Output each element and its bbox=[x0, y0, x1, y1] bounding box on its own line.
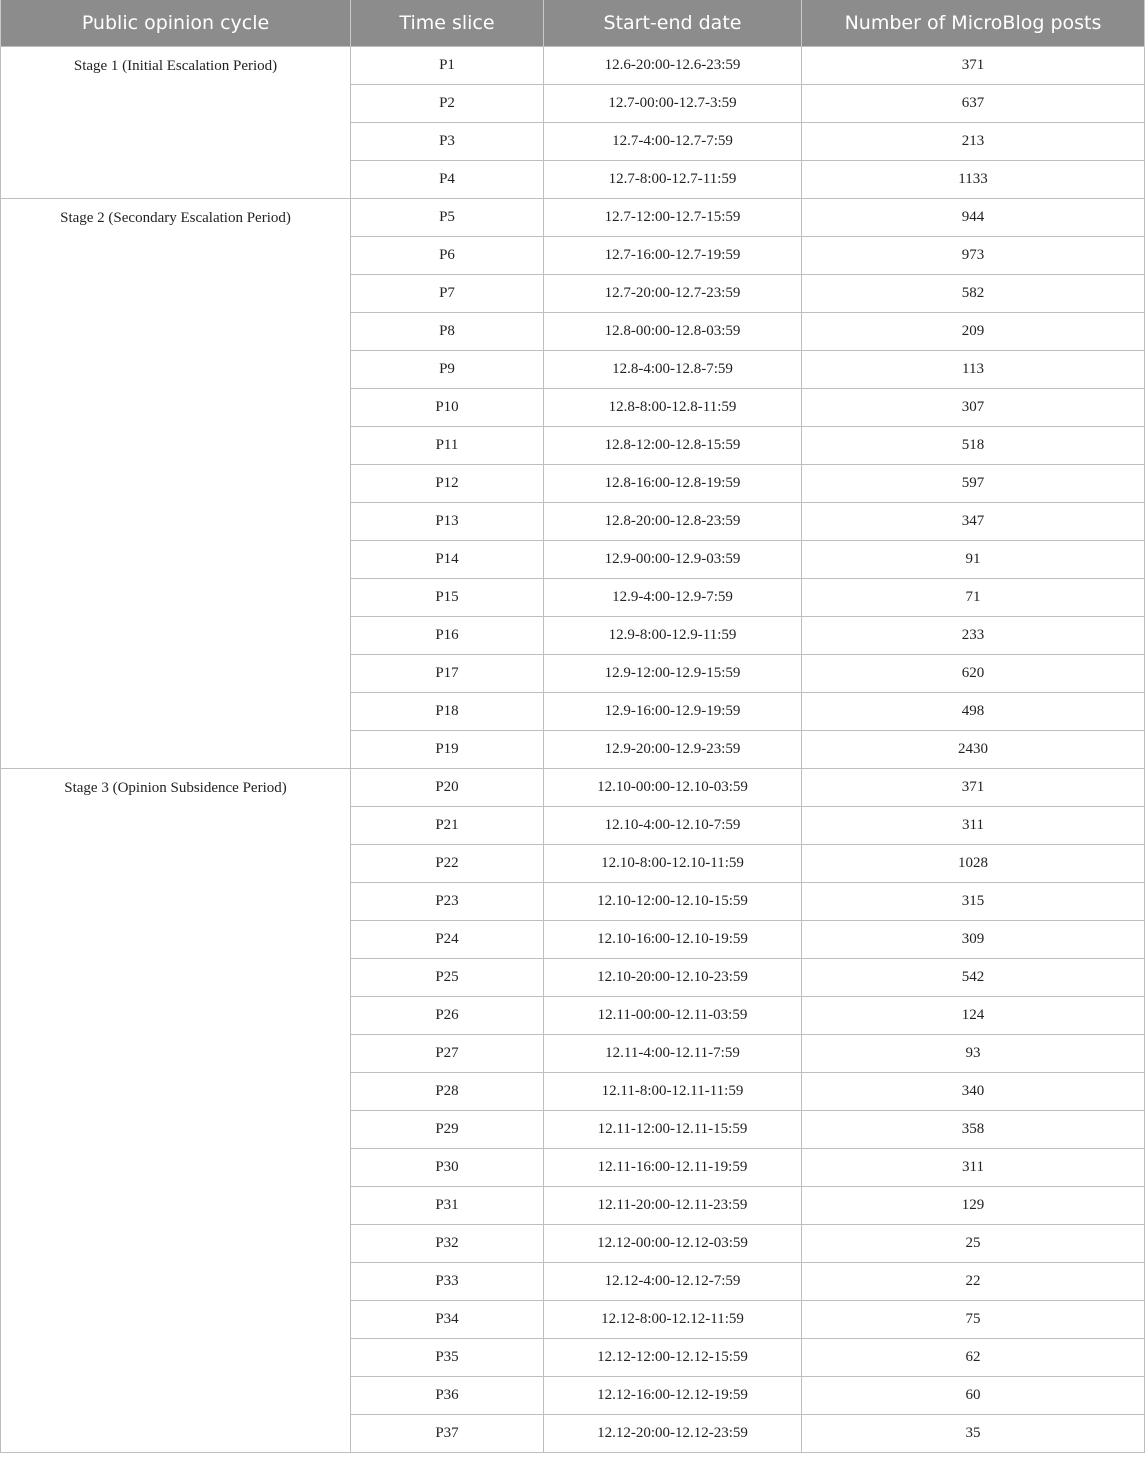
start-end-date-cell: 12.11-8:00-12.11-11:59 bbox=[544, 1073, 802, 1111]
time-slice-cell: P20 bbox=[351, 769, 544, 807]
post-count-cell: 542 bbox=[802, 959, 1145, 997]
start-end-date-cell: 12.12-12:00-12.12-15:59 bbox=[544, 1339, 802, 1377]
post-count-cell: 129 bbox=[802, 1187, 1145, 1225]
start-end-date-cell: 12.11-00:00-12.11-03:59 bbox=[544, 997, 802, 1035]
start-end-date-cell: 12.11-4:00-12.11-7:59 bbox=[544, 1035, 802, 1073]
start-end-date-cell: 12.10-00:00-12.10-03:59 bbox=[544, 769, 802, 807]
post-count-cell: 22 bbox=[802, 1263, 1145, 1301]
time-slice-cell: P36 bbox=[351, 1377, 544, 1415]
post-count-cell: 93 bbox=[802, 1035, 1145, 1073]
start-end-date-cell: 12.7-00:00-12.7-3:59 bbox=[544, 85, 802, 123]
start-end-date-cell: 12.12-00:00-12.12-03:59 bbox=[544, 1225, 802, 1263]
start-end-date-cell: 12.10-16:00-12.10-19:59 bbox=[544, 921, 802, 959]
start-end-date-cell: 12.9-4:00-12.9-7:59 bbox=[544, 579, 802, 617]
time-slice-cell: P9 bbox=[351, 351, 544, 389]
time-slice-cell: P14 bbox=[351, 541, 544, 579]
start-end-date-cell: 12.12-16:00-12.12-19:59 bbox=[544, 1377, 802, 1415]
post-count-cell: 518 bbox=[802, 427, 1145, 465]
start-end-date-cell: 12.8-00:00-12.8-03:59 bbox=[544, 313, 802, 351]
table-body bbox=[1, 47, 1145, 1453]
start-end-date-cell: 12.9-00:00-12.9-03:59 bbox=[544, 541, 802, 579]
post-count-cell: 35 bbox=[802, 1415, 1145, 1453]
time-slice-cell: P31 bbox=[351, 1187, 544, 1225]
start-end-date-cell: 12.8-16:00-12.8-19:59 bbox=[544, 465, 802, 503]
post-count-cell: 307 bbox=[802, 389, 1145, 427]
time-slice-cell: P5 bbox=[351, 199, 544, 237]
time-slice-cell: P22 bbox=[351, 845, 544, 883]
start-end-date-cell: 12.10-12:00-12.10-15:59 bbox=[544, 883, 802, 921]
post-count-cell: 620 bbox=[802, 655, 1145, 693]
stage-label: Stage 3 (Opinion Subsidence Period) bbox=[1, 769, 351, 1453]
post-count-cell: 2430 bbox=[802, 731, 1145, 769]
time-slice-cell: P19 bbox=[351, 731, 544, 769]
header-start-end-date: Start-end date bbox=[544, 0, 802, 47]
post-count-cell: 597 bbox=[802, 465, 1145, 503]
start-end-date-cell: 12.8-20:00-12.8-23:59 bbox=[544, 503, 802, 541]
post-count-cell: 973 bbox=[802, 237, 1145, 275]
table-row bbox=[1, 769, 1145, 807]
start-end-date-cell: 12.7-8:00-12.7-11:59 bbox=[544, 161, 802, 199]
start-end-date-cell: 12.7-12:00-12.7-15:59 bbox=[544, 199, 802, 237]
post-count-cell: 582 bbox=[802, 275, 1145, 313]
time-slice-cell: P25 bbox=[351, 959, 544, 997]
post-count-cell: 71 bbox=[802, 579, 1145, 617]
header-number-of-posts: Number of MicroBlog posts bbox=[802, 0, 1145, 47]
post-count-cell: 371 bbox=[802, 769, 1145, 807]
time-slice-cell: P21 bbox=[351, 807, 544, 845]
post-count-cell: 637 bbox=[802, 85, 1145, 123]
start-end-date-cell: 12.6-20:00-12.6-23:59 bbox=[544, 47, 802, 85]
stage-label: Stage 1 (Initial Escalation Period) bbox=[1, 47, 351, 199]
post-count-cell: 60 bbox=[802, 1377, 1145, 1415]
time-slice-cell: P10 bbox=[351, 389, 544, 427]
start-end-date-cell: 12.12-20:00-12.12-23:59 bbox=[544, 1415, 802, 1453]
post-count-cell: 371 bbox=[802, 47, 1145, 85]
post-count-cell: 1133 bbox=[802, 161, 1145, 199]
start-end-date-cell: 12.9-8:00-12.9-11:59 bbox=[544, 617, 802, 655]
post-count-cell: 91 bbox=[802, 541, 1145, 579]
time-slice-cell: P13 bbox=[351, 503, 544, 541]
time-slice-cell: P29 bbox=[351, 1111, 544, 1149]
time-slice-cell: P18 bbox=[351, 693, 544, 731]
time-slice-cell: P34 bbox=[351, 1301, 544, 1339]
start-end-date-cell: 12.11-16:00-12.11-19:59 bbox=[544, 1149, 802, 1187]
time-slice-cell: P16 bbox=[351, 617, 544, 655]
time-slice-cell: P23 bbox=[351, 883, 544, 921]
start-end-date-cell: 12.7-20:00-12.7-23:59 bbox=[544, 275, 802, 313]
start-end-date-cell: 12.7-4:00-12.7-7:59 bbox=[544, 123, 802, 161]
post-count-cell: 944 bbox=[802, 199, 1145, 237]
post-count-cell: 62 bbox=[802, 1339, 1145, 1377]
post-count-cell: 75 bbox=[802, 1301, 1145, 1339]
time-slice-cell: P30 bbox=[351, 1149, 544, 1187]
time-slice-cell: P1 bbox=[351, 47, 544, 85]
time-slice-cell: P17 bbox=[351, 655, 544, 693]
start-end-date-cell: 12.8-4:00-12.8-7:59 bbox=[544, 351, 802, 389]
post-count-cell: 311 bbox=[802, 1149, 1145, 1187]
start-end-date-cell: 12.9-16:00-12.9-19:59 bbox=[544, 693, 802, 731]
header-row bbox=[1, 0, 1145, 47]
time-slice-cell: P11 bbox=[351, 427, 544, 465]
time-slice-cell: P12 bbox=[351, 465, 544, 503]
time-slice-cell: P32 bbox=[351, 1225, 544, 1263]
time-slice-cell: P28 bbox=[351, 1073, 544, 1111]
time-slice-cell: P33 bbox=[351, 1263, 544, 1301]
post-count-cell: 209 bbox=[802, 313, 1145, 351]
post-count-cell: 311 bbox=[802, 807, 1145, 845]
post-count-cell: 113 bbox=[802, 351, 1145, 389]
start-end-date-cell: 12.11-20:00-12.11-23:59 bbox=[544, 1187, 802, 1225]
time-slice-cell: P2 bbox=[351, 85, 544, 123]
time-slice-cell: P24 bbox=[351, 921, 544, 959]
start-end-date-cell: 12.12-4:00-12.12-7:59 bbox=[544, 1263, 802, 1301]
post-count-cell: 1028 bbox=[802, 845, 1145, 883]
start-end-date-cell: 12.12-8:00-12.12-11:59 bbox=[544, 1301, 802, 1339]
stage-label: Stage 2 (Secondary Escalation Period) bbox=[1, 199, 351, 769]
time-slice-cell: P27 bbox=[351, 1035, 544, 1073]
time-slice-cell: P37 bbox=[351, 1415, 544, 1453]
time-slice-cell: P26 bbox=[351, 997, 544, 1035]
start-end-date-cell: 12.8-12:00-12.8-15:59 bbox=[544, 427, 802, 465]
time-slice-cell: P15 bbox=[351, 579, 544, 617]
start-end-date-cell: 12.10-8:00-12.10-11:59 bbox=[544, 845, 802, 883]
start-end-date-cell: 12.9-20:00-12.9-23:59 bbox=[544, 731, 802, 769]
start-end-date-cell: 12.7-16:00-12.7-19:59 bbox=[544, 237, 802, 275]
start-end-date-cell: 12.10-4:00-12.10-7:59 bbox=[544, 807, 802, 845]
post-count-cell: 124 bbox=[802, 997, 1145, 1035]
start-end-date-cell: 12.8-8:00-12.8-11:59 bbox=[544, 389, 802, 427]
post-count-cell: 315 bbox=[802, 883, 1145, 921]
post-count-cell: 233 bbox=[802, 617, 1145, 655]
time-slice-cell: P7 bbox=[351, 275, 544, 313]
post-count-cell: 309 bbox=[802, 921, 1145, 959]
header-public-opinion-cycle: Public opinion cycle bbox=[1, 0, 351, 47]
post-count-cell: 358 bbox=[802, 1111, 1145, 1149]
time-slice-cell: P6 bbox=[351, 237, 544, 275]
start-end-date-cell: 12.11-12:00-12.11-15:59 bbox=[544, 1111, 802, 1149]
post-count-cell: 340 bbox=[802, 1073, 1145, 1111]
time-slice-cell: P4 bbox=[351, 161, 544, 199]
time-slice-cell: P3 bbox=[351, 123, 544, 161]
post-count-cell: 347 bbox=[802, 503, 1145, 541]
start-end-date-cell: 12.10-20:00-12.10-23:59 bbox=[544, 959, 802, 997]
start-end-date-cell: 12.9-12:00-12.9-15:59 bbox=[544, 655, 802, 693]
table-header bbox=[1, 0, 1145, 47]
post-count-cell: 213 bbox=[802, 123, 1145, 161]
header-time-slice: Time slice bbox=[351, 0, 544, 47]
time-slice-cell: P8 bbox=[351, 313, 544, 351]
table-row bbox=[1, 199, 1145, 237]
post-count-cell: 25 bbox=[802, 1225, 1145, 1263]
post-count-cell: 498 bbox=[802, 693, 1145, 731]
time-slice-cell: P35 bbox=[351, 1339, 544, 1377]
table-row bbox=[1, 47, 1145, 85]
